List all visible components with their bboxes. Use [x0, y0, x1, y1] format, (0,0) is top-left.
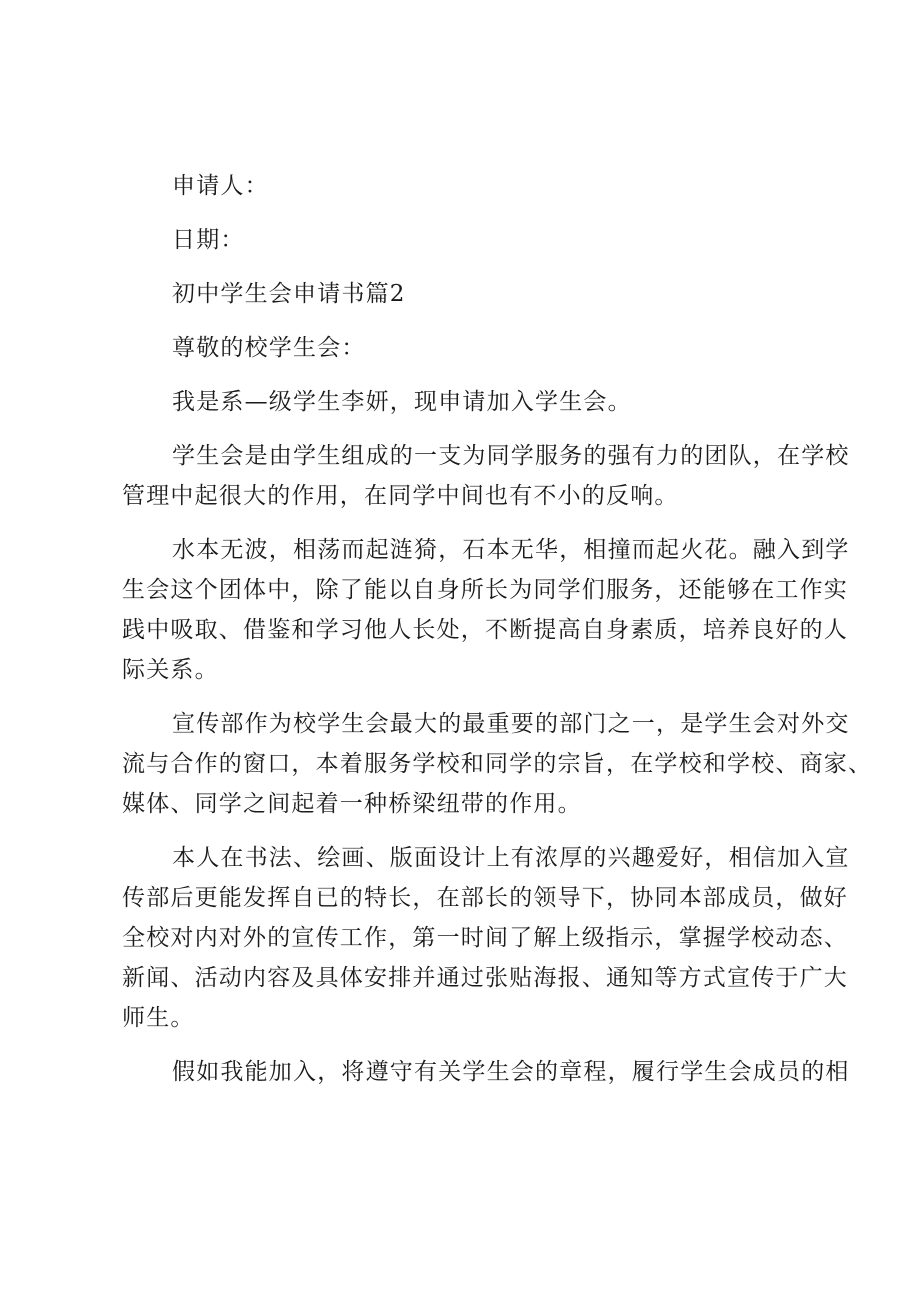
paragraph-line: 流与合作的窗口，本着服务学校和同学的宗旨，在学校和学校、商家、: [122, 751, 873, 777]
paragraph-line: 本人在书法、绘画、版面设计上有浓厚的兴趣爱好，相信加入宣: [172, 845, 850, 871]
applicant-label: 申请人：: [172, 173, 269, 199]
paragraph-2: [122, 530, 850, 690]
paragraph-line: 管理中起很大的作用，在同学中间也有不小的反响。: [122, 483, 679, 509]
section-title-text: 初中学生会申请书篇2: [172, 281, 406, 307]
salutation: [122, 328, 822, 368]
applicant-line: [122, 166, 822, 206]
paragraph-4: [122, 838, 850, 1038]
paragraph-line: 际关系。: [122, 657, 219, 683]
paragraph-line: 宣传部作为校学生会最大的最重要的部门之一，是学生会对外交: [172, 711, 850, 737]
paragraph-line: 学生会是由学生组成的一支为同学服务的强有力的团队，在学校: [172, 443, 850, 469]
paragraph-3: [122, 704, 873, 824]
paragraph-line: 践中吸取、借鉴和学习他人长处，不断提高自身素质，培养良好的人: [122, 617, 848, 643]
paragraph-line: 新闻、活动内容及具体安排并通过张贴海报、通知等方式宣传于广大: [122, 965, 848, 991]
paragraph-line: 水本无波，相荡而起涟猗，石本无华，相撞而起火花。融入到学: [172, 537, 850, 563]
date-label: 日期：: [172, 227, 245, 253]
paragraph-line: 假如我能加入，将遵守有关学生会的章程，履行学生会成员的相: [172, 1059, 850, 1085]
paragraph-1: [122, 436, 850, 516]
paragraph-5: [122, 1052, 850, 1092]
date-line: [122, 220, 822, 260]
salutation-text: 尊敬的校学生会：: [172, 335, 366, 361]
document-body: [122, 166, 873, 1106]
paragraph-line: 师生。: [122, 1005, 195, 1031]
section-title: [122, 274, 822, 314]
intro-paragraph: [122, 382, 822, 422]
paragraph-line: 媒体、同学之间起着一种桥梁纽带的作用。: [122, 791, 582, 817]
paragraph-line: 全校对内对外的宣传工作，第一时间了解上级指示，掌握学校动态、: [122, 925, 848, 951]
intro-text: 我是系—级学生李妍，现申请加入学生会。: [172, 389, 632, 415]
paragraph-line: 生会这个团体中，除了能以自身所长为同学们服务，还能够在工作实: [122, 577, 848, 603]
paragraph-line: 传部后更能发挥自已的特长，在部长的领导下，协同本部成员，做好: [122, 885, 848, 911]
